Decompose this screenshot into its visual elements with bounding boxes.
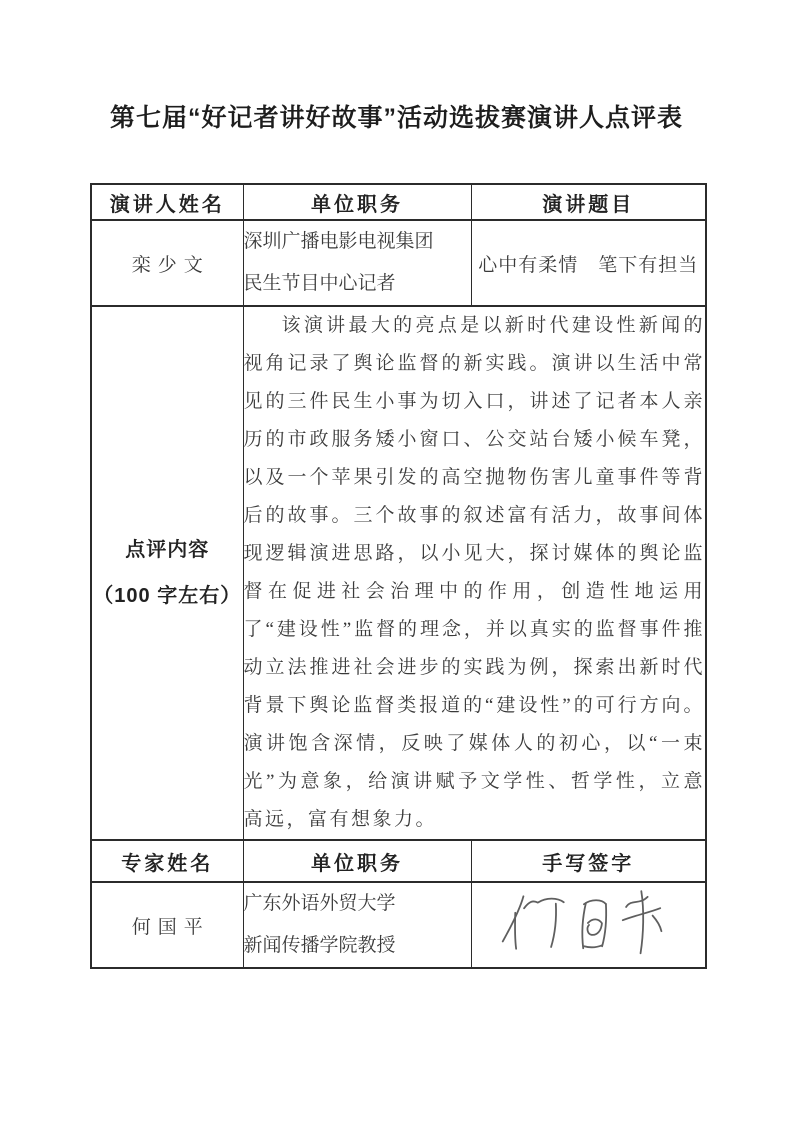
comment-text-cell	[243, 306, 706, 840]
header-speaker-unit: 单位职务	[243, 184, 471, 220]
handwritten-signature	[491, 880, 685, 970]
speaker-row	[91, 220, 706, 306]
expert-row	[91, 882, 706, 968]
header-expert-name: 专家姓名	[91, 840, 243, 882]
speaker-name-cell: 栾少文	[91, 220, 243, 306]
expert-name-cell: 何国平	[91, 882, 243, 968]
speaker-unit-line-1: 深圳广播电影电视集团	[243, 231, 434, 252]
expert-unit-line-2: 新闻传播学院教授	[243, 935, 396, 956]
signature-cell	[471, 882, 706, 968]
speech-topic-cell: 心中有柔情 笔下有担当	[471, 220, 706, 306]
speaker-unit-cell	[243, 220, 471, 306]
document-title: 第七届“好记者讲好故事”活动选拔赛演讲人点评表	[109, 104, 683, 132]
comment-label-line-1: 点评内容	[125, 539, 210, 561]
header-handwritten-signature: 手写签字	[471, 840, 706, 882]
comment-row	[91, 306, 706, 840]
speaker-header-row	[91, 184, 706, 220]
comment-label-line-2: （100 字左右）	[93, 585, 242, 607]
expert-unit-line-1: 广东外语外贸大学	[243, 893, 396, 914]
header-speaker-name: 演讲人姓名	[91, 184, 243, 220]
signature-strokes-icon	[491, 880, 685, 964]
speaker-unit-line-2: 民生节目中心记者	[243, 273, 396, 294]
comment-paragraph: 该演讲最大的亮点是以新时代建设性新闻的视角记录了舆论监督的新实践。演讲以生活中常见的三件民生小事为切入口，讲述了记者本人亲历的市政服务矮小窗口、公交站台矮小候车凳，以及一个苹果引发的高空抛物伤害儿童事件等背后的故事。三个故事的叙述富有活力，故事间体现逻辑演进思路，以小见大，探讨媒体的舆论监督在促进社会治理中的作用，创造性地运用了“建设性”监督的理念，并以真实的监督事件推动立法推进社会进步的实践为例，探索出新时代背景下舆论监督类报道的“建设性”的可行方向。演讲饱含深情，反映了媒体人的初心，以“一束光”为意象，给演讲赋予文学性、哲学性，立意高远，富有想象力。	[243, 315, 705, 830]
header-expert-unit: 单位职务	[243, 840, 471, 882]
expert-header-row	[91, 840, 706, 882]
header-speech-topic: 演讲题目	[471, 184, 706, 220]
expert-unit-cell	[243, 882, 471, 968]
review-table	[90, 183, 707, 969]
comment-label-cell	[91, 306, 243, 840]
